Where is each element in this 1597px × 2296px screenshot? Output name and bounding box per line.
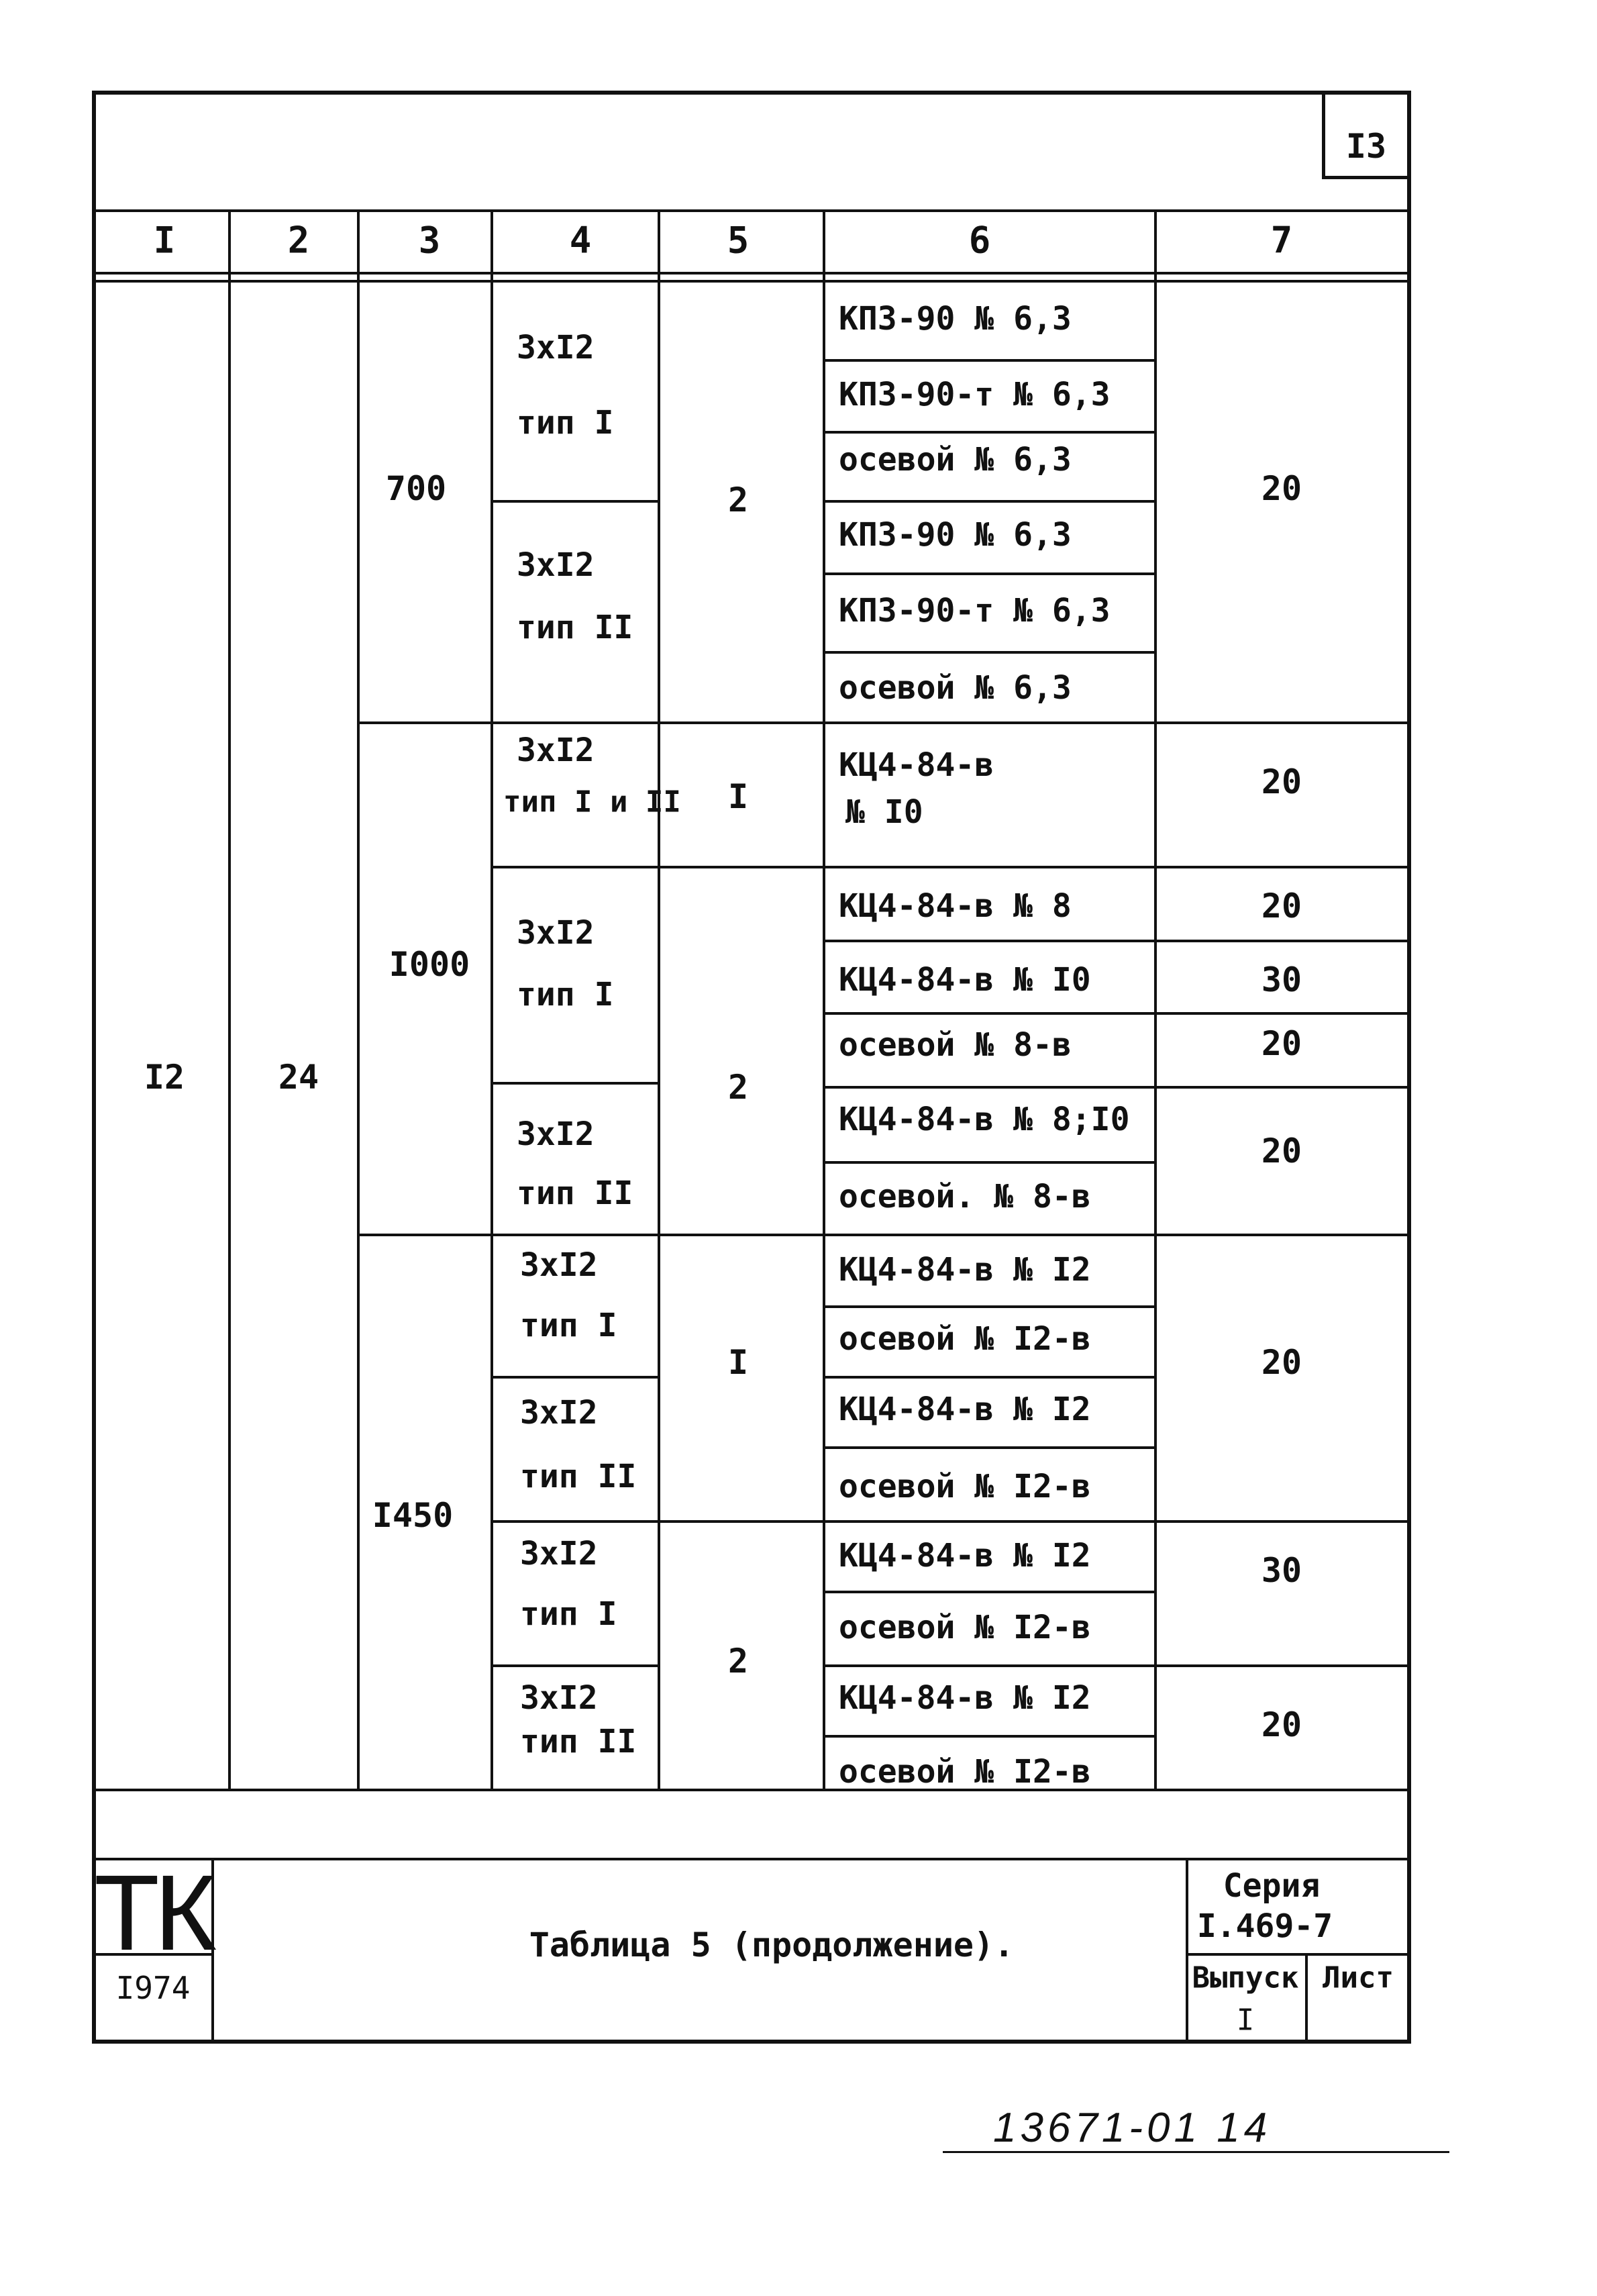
col3-1450: I450 xyxy=(372,1496,454,1535)
col-header-1: I xyxy=(153,219,176,262)
col6-equipment: КПЗ-90-т № 6,3 xyxy=(839,376,1111,413)
col-header-4: 4 xyxy=(569,219,592,262)
col6-divider xyxy=(823,1305,1154,1308)
row-divider xyxy=(823,1086,1411,1089)
col7-value: 30 xyxy=(1261,1551,1302,1590)
handwritten-underline xyxy=(943,2151,1449,2153)
col6-equipment: КЦ4-84-в № I2 xyxy=(839,1251,1091,1289)
col6-divider xyxy=(823,1161,1154,1164)
col4-subtype: тип II xyxy=(520,1723,637,1760)
col5-value: 2 xyxy=(727,1642,749,1681)
col6-equipment: КЦ4-84-в № I0 xyxy=(839,961,1091,999)
col4-type: 3xI2 xyxy=(520,1394,598,1432)
col6-equipment: КПЗ-90 № 6,3 xyxy=(839,516,1072,554)
col7-value: 20 xyxy=(1261,469,1302,508)
col-divider-5 xyxy=(823,209,825,1790)
row-divider xyxy=(823,1664,1411,1667)
row-divider xyxy=(823,940,1411,942)
col4-subtype: тип II xyxy=(520,1458,637,1495)
col-header-6: 6 xyxy=(968,219,991,262)
issue-value: I xyxy=(1236,2003,1255,2038)
col6-divider xyxy=(823,1376,1154,1379)
title-block-divider xyxy=(1186,1858,1188,2044)
col4-type: 3xI2 xyxy=(520,1246,598,1284)
col7-value: 20 xyxy=(1261,1705,1302,1744)
col7-value: 20 xyxy=(1261,1024,1302,1063)
col3-1000: I000 xyxy=(389,945,470,984)
table-bottom-line xyxy=(92,1789,1411,1791)
col5-value: I xyxy=(727,1343,749,1382)
header-bottom-line-2 xyxy=(92,280,1411,283)
col7-value: 20 xyxy=(1261,1132,1302,1170)
col6-divider xyxy=(823,500,1154,503)
table-caption: Таблица 5 (продолжение). xyxy=(529,1926,1015,1964)
col4-subtype: тип I xyxy=(520,1307,617,1344)
col-divider-1 xyxy=(228,209,231,1790)
col6-divider xyxy=(823,359,1154,362)
col6-equipment: КЦ4-84-в xyxy=(839,746,994,784)
col2-value: 24 xyxy=(278,1058,319,1097)
series-divider xyxy=(1186,1953,1411,1956)
subgroup-divider xyxy=(491,866,1411,868)
col5-value: 2 xyxy=(727,1068,749,1107)
title-block-divider xyxy=(211,1858,214,2044)
col4-type: 3xI2 xyxy=(520,1535,598,1573)
col6-equipment: осевой № I2-в xyxy=(839,1320,1091,1358)
col6-equipment: осевой № 6,3 xyxy=(839,441,1072,479)
title-block-top-line xyxy=(92,1858,1411,1860)
col4-divider xyxy=(491,500,658,503)
col4-divider xyxy=(491,1376,658,1379)
sheet-number: I3 xyxy=(1345,127,1387,166)
col-divider-2 xyxy=(357,209,360,1790)
col4-type: 3xI2 xyxy=(520,1679,598,1717)
col6-equipment-size: № I0 xyxy=(845,793,923,831)
col4-divider xyxy=(491,1082,658,1085)
col6-equipment: КЦ4-84-в № 8;I0 xyxy=(839,1101,1130,1138)
col6-equipment: КЦ4-84-в № 8 xyxy=(839,887,1072,925)
col4-type: 3xI2 xyxy=(517,914,595,952)
series-value: I.469-7 xyxy=(1196,1907,1333,1945)
col7-value: 20 xyxy=(1261,762,1302,801)
col7-value: 20 xyxy=(1261,1343,1302,1382)
col4-type: 3xI2 xyxy=(517,546,595,584)
col6-equipment: КЦ4-84-в № I2 xyxy=(839,1679,1091,1717)
col6-equipment: осевой № 8-в xyxy=(839,1026,1072,1064)
col4-type: 3xI2 xyxy=(517,329,595,366)
col6-divider xyxy=(823,572,1154,575)
group-divider-700 xyxy=(357,721,1411,724)
series-label: Серия xyxy=(1223,1867,1321,1905)
tk-logo-text: ТК xyxy=(94,1852,211,1973)
sheet-label: Лист xyxy=(1323,1960,1394,1995)
header-top-line xyxy=(92,209,1411,212)
col6-equipment: КЦ4-84-в № I2 xyxy=(839,1537,1091,1575)
col-header-5: 5 xyxy=(727,219,750,262)
col6-equipment: осевой № I2-в xyxy=(839,1753,1091,1791)
col1-value: I2 xyxy=(144,1058,185,1097)
tk-logo xyxy=(94,1852,211,2042)
handwritten-note: 13671-01 14 xyxy=(993,2105,1272,2151)
col6-divider xyxy=(823,1446,1154,1449)
col4-subtype: тип II xyxy=(517,1175,633,1212)
col4-divider xyxy=(491,1664,658,1667)
year: I974 xyxy=(115,1970,191,2006)
col6-divider xyxy=(823,431,1154,434)
col6-equipment: осевой № I2-в xyxy=(839,1609,1091,1646)
subgroup-divider xyxy=(491,1520,1411,1523)
col4-subtype: тип I xyxy=(517,404,614,442)
col6-divider xyxy=(823,651,1154,654)
issue-sheet-divider xyxy=(1305,1953,1308,2044)
col4-type: 3xI2 xyxy=(517,732,595,769)
col-header-7: 7 xyxy=(1270,219,1293,262)
header-bottom-line xyxy=(92,272,1411,274)
col6-divider xyxy=(823,1735,1154,1738)
col4-subtype: тип I xyxy=(520,1595,617,1633)
col4-subtype: тип I xyxy=(517,976,614,1013)
col5-value: I xyxy=(727,777,749,816)
col4-subtype: тип I и II xyxy=(503,785,681,819)
col-divider-6 xyxy=(1154,209,1157,1790)
col-header-2: 2 xyxy=(287,219,310,262)
col7-value: 20 xyxy=(1261,887,1302,926)
row-divider xyxy=(823,1012,1411,1015)
col-divider-4 xyxy=(658,209,660,1790)
col6-equipment: КЦ4-84-в № I2 xyxy=(839,1391,1091,1428)
col6-divider xyxy=(823,1591,1154,1593)
col7-value: 30 xyxy=(1261,960,1302,999)
col4-subtype: тип II xyxy=(517,609,633,646)
col6-equipment: КПЗ-90 № 6,3 xyxy=(839,300,1072,338)
group-divider-1000 xyxy=(357,1234,1411,1236)
col6-equipment: осевой № 6,3 xyxy=(839,669,1072,707)
col4-type: 3xI2 xyxy=(517,1115,595,1153)
col6-equipment: осевой. № 8-в xyxy=(839,1178,1091,1215)
col3-700: 700 xyxy=(385,469,447,508)
col6-equipment: КПЗ-90-т № 6,3 xyxy=(839,592,1111,630)
col-header-3: 3 xyxy=(418,219,441,262)
issue-label: Выпуск xyxy=(1192,1960,1299,1995)
col6-equipment: осевой № I2-в xyxy=(839,1468,1091,1505)
col-divider-3 xyxy=(491,209,493,1790)
col5-value: 2 xyxy=(727,481,749,519)
